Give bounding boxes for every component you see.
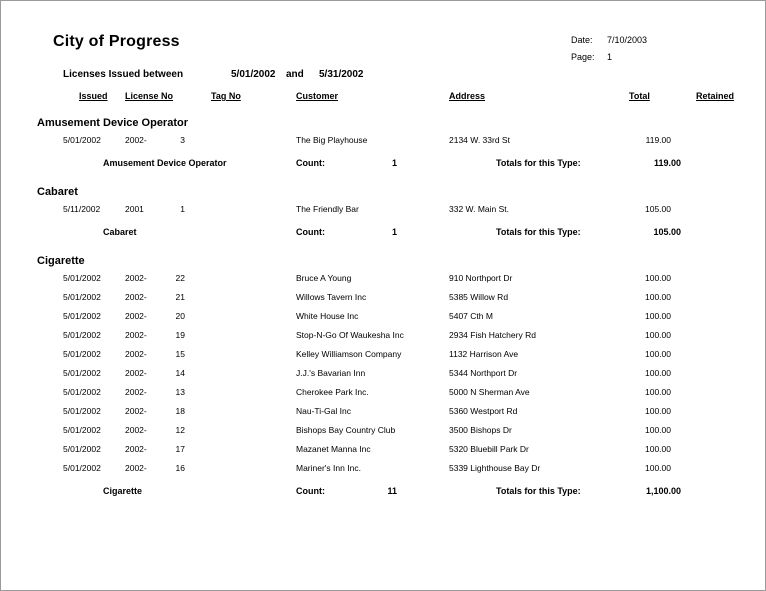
cell-issued: 5/01/2002 [63,425,101,435]
cell-issued: 5/01/2002 [63,273,101,283]
cell-address: 5360 Westport Rd [449,406,518,416]
cell-customer: White House Inc [296,311,359,321]
cell-total: 100.00 [645,311,671,321]
cell-address: 2934 Fish Hatchery Rd [449,330,536,340]
cell-total: 100.00 [645,463,671,473]
cell-license-no: 3 [180,135,185,145]
totals-group-name: Amusement Device Operator [103,158,227,168]
report-meta [571,35,731,69]
cell-address: 5320 Bluebill Park Dr [449,444,529,454]
table-row [41,423,731,442]
table-row [41,461,731,480]
table-row [41,309,731,328]
column-header-issued: Issued [79,91,108,101]
license-type-group [37,249,731,508]
cell-customer: Cherokee Park Inc. [296,387,369,397]
cell-total: 100.00 [645,368,671,378]
cell-issued: 5/01/2002 [63,349,101,359]
group-title: Cabaret [37,186,78,198]
column-header-tag-no: Tag No [211,91,241,101]
cell-customer: The Friendly Bar [296,204,359,214]
totals-amount-label: Totals for this Type: [496,486,581,496]
table-row [41,202,731,221]
cell-customer: Bishops Bay Country Club [296,425,396,435]
cell-customer: Nau-Ti-Gal Inc [296,406,351,416]
cell-address: 5344 Northport Dr [449,368,518,378]
page-title: City of Progress [53,33,180,50]
cell-customer: Willows Tavern Inc [296,292,367,302]
cell-address: 5385 Willow Rd [449,292,509,302]
cell-license-year: 2002- [125,368,147,378]
cell-address: 2134 W. 33rd St [449,135,510,145]
table-row [41,385,731,404]
cell-total: 119.00 [645,135,671,145]
cell-address: 332 W. Main St. [449,204,509,214]
cell-customer: Stop-N-Go Of Waukesha Inc [296,330,404,340]
totals-group-name: Cigarette [103,486,143,496]
cell-address: 910 Northport Dr [449,273,513,283]
cell-total: 100.00 [645,425,671,435]
column-header-retained: Retained [696,91,735,101]
cell-customer: Kelley Williamson Company [296,349,402,359]
group-title: Cigarette [37,255,85,267]
cell-license-no: 22 [175,273,185,283]
page-value: 1 [607,52,613,62]
report-groups [37,111,731,508]
group-title: Amusement Device Operator [37,117,188,129]
cell-license-year: 2002- [125,311,147,321]
cell-license-no: 12 [175,425,185,435]
totals-amount-label: Totals for this Type: [496,227,581,237]
cell-address: 3500 Bishops Dr [449,425,512,435]
cell-customer: Mariner's Inn Inc. [296,463,361,473]
group-totals-row [41,152,731,180]
page-label: Page: [571,52,595,62]
subtitle-date-from: 5/01/2002 [231,69,276,80]
group-totals-row [41,221,731,249]
column-header-address: Address [449,91,486,101]
cell-total: 100.00 [645,349,671,359]
cell-license-no: 15 [175,349,185,359]
cell-total: 100.00 [645,330,671,340]
cell-license-year: 2002- [125,406,147,416]
cell-issued: 5/01/2002 [63,135,101,145]
date-label: Date: [571,35,593,45]
cell-license-no: 17 [175,444,185,454]
totals-amount-value: 119.00 [653,158,681,168]
license-type-group [37,180,731,249]
table-row [41,328,731,347]
cell-license-no: 16 [175,463,185,473]
cell-issued: 5/01/2002 [63,368,101,378]
cell-license-no: 18 [175,406,185,416]
cell-issued: 5/01/2002 [63,292,101,302]
cell-issued: 5/01/2002 [63,311,101,321]
table-row [41,404,731,423]
cell-address: 5339 Lighthouse Bay Dr [449,463,541,473]
table-row [41,271,731,290]
license-type-group [37,111,731,180]
cell-license-year: 2002- [125,135,147,145]
column-header-license-no: License No [125,91,174,101]
cell-license-no: 14 [175,368,185,378]
meta-date [571,35,731,52]
cell-license-year: 2002- [125,387,147,397]
totals-count-label: Count: [296,227,325,237]
cell-total: 100.00 [645,406,671,416]
cell-address: 1132 Harrison Ave [449,349,519,359]
column-header-total: Total [629,91,650,101]
column-header-customer: Customer [296,91,339,101]
report-header [41,23,731,67]
totals-amount-value: 105.00 [653,227,681,237]
subtitle-text: Licenses Issued between [63,69,184,80]
cell-issued: 5/01/2002 [63,330,101,340]
cell-license-year: 2002- [125,330,147,340]
cell-license-year: 2001 [125,204,144,214]
cell-license-year: 2002- [125,444,147,454]
totals-count-value: 1 [391,158,397,168]
totals-count-value: 1 [391,227,397,237]
cell-license-no: 21 [175,292,185,302]
table-row [41,133,731,152]
cell-customer: Mazanet Manna Inc [296,444,371,454]
cell-issued: 5/01/2002 [63,463,101,473]
cell-customer: J.J.'s Bavarian Inn [296,368,366,378]
totals-group-name: Cabaret [103,227,137,237]
cell-issued: 5/11/2002 [63,204,101,214]
table-row [41,347,731,366]
cell-issued: 5/01/2002 [63,387,101,397]
totals-count-label: Count: [296,158,325,168]
cell-address: 5000 N Sherman Ave [449,387,530,397]
cell-customer: The Big Playhouse [296,135,368,145]
cell-total: 100.00 [645,292,671,302]
cell-customer: Bruce A Young [296,273,352,283]
subtitle-date-to: 5/31/2002 [319,69,364,80]
cell-license-year: 2002- [125,292,147,302]
cell-license-year: 2002- [125,349,147,359]
cell-total: 100.00 [645,444,671,454]
cell-license-year: 2002- [125,425,147,435]
cell-total: 100.00 [645,387,671,397]
cell-license-no: 19 [175,330,185,340]
cell-license-year: 2002- [125,273,147,283]
table-row [41,290,731,309]
table-row [41,442,731,461]
table-row [41,366,731,385]
cell-address: 5407 Cth M [449,311,493,321]
report-subtitle [41,67,731,91]
cell-total: 105.00 [645,204,671,214]
report-body [37,23,735,508]
group-totals-row [41,480,731,508]
subtitle-and: and [286,69,304,80]
cell-total: 100.00 [645,273,671,283]
cell-license-year: 2002- [125,463,147,473]
totals-count-label: Count: [296,486,325,496]
cell-license-no: 1 [180,204,185,214]
cell-license-no: 13 [175,387,185,397]
totals-amount-value: 1,100.00 [645,486,681,496]
cell-issued: 5/01/2002 [63,406,101,416]
cell-license-no: 20 [175,311,185,321]
column-headers [41,91,735,111]
date-value: 7/10/2003 [607,35,648,45]
cell-issued: 5/01/2002 [63,444,101,454]
totals-count-value: 11 [387,486,397,496]
totals-amount-label: Totals for this Type: [496,158,581,168]
